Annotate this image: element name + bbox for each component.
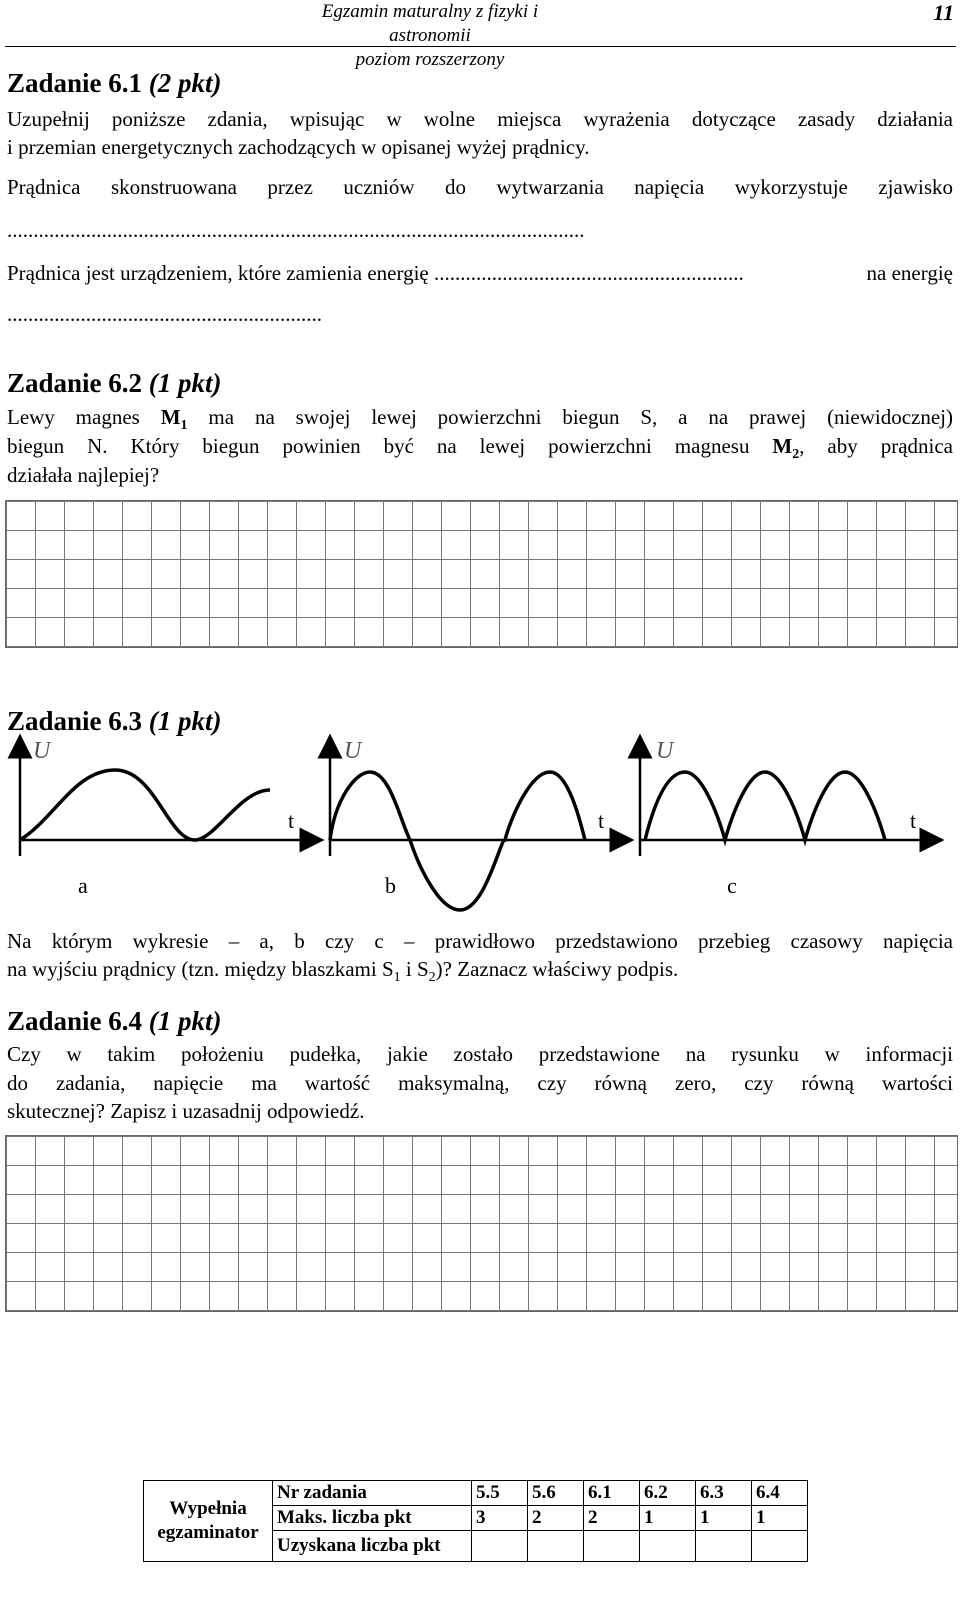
task-6-1-sentence2: Prądnica jest urządzeniem, które zamienia energię ........................................................... na energię <box>7 261 953 285</box>
score-input-cell[interactable] <box>528 1531 584 1562</box>
task-6-4-line2: do zadania, napięcie ma wartość maksymalną, czy równą zero, czy równą wartości <box>7 1071 953 1095</box>
max-points-cell: 3 <box>472 1506 528 1531</box>
score-row-got-label: Uzyskana liczba pkt <box>273 1531 472 1562</box>
task-col: 5.6 <box>528 1481 584 1506</box>
task-6-3-question-line1: Na którym wykresie – a, b czy c – prawidłowo przedstawiono przebieg czasowy napięcia <box>7 929 953 953</box>
task-6-1-sentence1: Prądnica skonstruowana przez uczniów do wytwarzania napięcia wykorzystuje zjawisko <box>7 175 953 199</box>
exam-level: poziom rozszerzony <box>355 49 505 70</box>
score-input-cell[interactable] <box>584 1531 640 1562</box>
max-points-cell: 1 <box>640 1506 696 1531</box>
task-6-1-blank2[interactable]: ........................................................... <box>434 261 744 285</box>
score-table <box>143 1480 808 1562</box>
graph-c-caption[interactable]: c <box>727 873 737 898</box>
graph-a-curve <box>20 770 270 840</box>
answer-grid-6-4[interactable] <box>5 1135 958 1312</box>
task-col: 6.4 <box>752 1481 808 1506</box>
task-col: 5.5 <box>472 1481 528 1506</box>
task-6-2-line2: biegun N. Który biegun powinien być na lewej powierzchni magnesu $M_2$, aby prądnica <box>7 434 953 463</box>
graph-c-u-label: U <box>656 738 674 764</box>
score-input-cell[interactable] <box>752 1531 808 1562</box>
task-6-4-line1: Czy w takim położeniu pudełka, jakie zostało przedstawione na rysunku w informacji <box>7 1042 953 1066</box>
graph-b[interactable] <box>330 746 622 910</box>
graph-b-caption[interactable]: b <box>385 873 396 898</box>
score-row-max-label: Maks. liczba pkt <box>273 1506 472 1531</box>
task-6-4-line3: skutecznej? Zapisz i uzasadnij odpowiedź. <box>7 1099 365 1123</box>
max-points-cell: 1 <box>696 1506 752 1531</box>
max-points-cell: 2 <box>528 1506 584 1531</box>
voltage-graphs <box>0 735 960 915</box>
task-6-1-blank1[interactable]: .............................................................................................................. <box>7 218 585 242</box>
task-6-3-question-line2: na wyjściu prądnicy (tzn. między blaszkami $S_1$ i $S_2$)? Zaznacz właściwy podpis. <box>7 957 679 986</box>
page-number: 11 <box>933 0 954 25</box>
graph-a-u-label: U <box>33 738 51 764</box>
max-points-cell: 2 <box>584 1506 640 1531</box>
graph-b-t-label: t <box>598 808 605 833</box>
header-divider <box>5 46 956 47</box>
graph-c-curve <box>645 772 885 840</box>
answer-grid-6-2[interactable] <box>5 500 958 648</box>
task-6-2-line3: działała najlepiej? <box>7 463 160 487</box>
task-6-1-blank3[interactable]: ............................................................ <box>7 302 322 326</box>
task-col: 6.3 <box>696 1481 752 1506</box>
exam-title: Egzamin maturalny z fizyki i astronomii <box>321 1 539 46</box>
score-input-cell[interactable] <box>472 1531 528 1562</box>
task-6-1-instruction-line1: Uzupełnij poniższe zdania, wpisując w wolne miejsca wyrażenia dotyczące zasady działania <box>7 107 953 131</box>
exam-header <box>280 0 580 72</box>
score-table-side-label: Wypełnia egzaminator <box>144 1481 273 1562</box>
graph-a-caption[interactable]: a <box>78 873 88 898</box>
max-points-cell: 1 <box>752 1506 808 1531</box>
task-6-2-line1: Lewy magnes $M_1$ ma na swojej lewej powierzchni biegun S, a na prawej (niewidocznej) <box>7 405 954 434</box>
task-6-2-title: Zadanie 6.2 (1 pkt) <box>7 368 222 398</box>
task-col: 6.2 <box>640 1481 696 1506</box>
graph-c-t-label: t <box>910 808 917 833</box>
graph-a-t-label: t <box>288 808 295 833</box>
task-6-1-title: Zadanie 6.1 (2 pkt) <box>7 68 222 98</box>
task-6-1-instruction-line2: i przemian energetycznych zachodzących w opisanej wyżej prądnicy. <box>7 135 590 159</box>
task-6-4-title: Zadanie 6.4 (1 pkt) <box>7 1006 222 1036</box>
score-input-cell[interactable] <box>640 1531 696 1562</box>
task-6-3-title: Zadanie 6.3 (1 pkt) <box>7 706 222 736</box>
score-input-cell[interactable] <box>696 1531 752 1562</box>
graph-c[interactable] <box>640 746 932 856</box>
score-row-task-label: Nr zadania <box>273 1481 472 1506</box>
graph-b-u-label: U <box>344 738 362 764</box>
task-col: 6.1 <box>584 1481 640 1506</box>
graph-a[interactable] <box>20 746 312 856</box>
